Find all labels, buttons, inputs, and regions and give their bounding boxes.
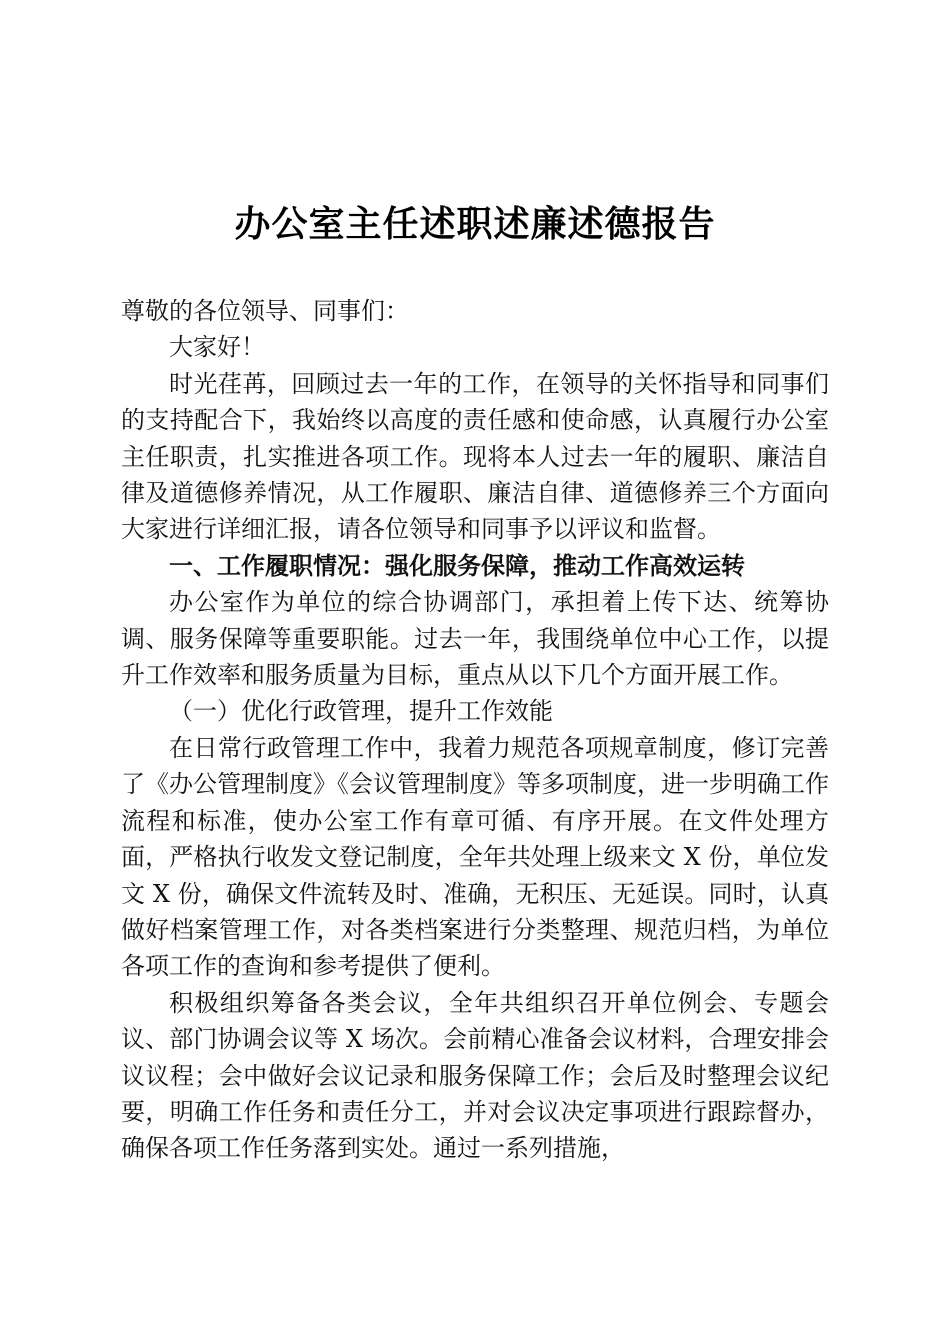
- intro-paragraph: 时光荏苒，回顾过去一年的工作，在领导的关怀指导和同事们的支持配合下，我始终以高度的责任感和使命感，认真履行办公室主任职责，扎实推进各项工作。现将本人过去一年的履职、廉洁自律及道德修养情况，从工作履职、廉洁自律、道德修养三个方面向大家进行详细汇报，请各位领导和同事予以评议和监督。: [121, 369, 829, 544]
- salutation: 尊敬的各位领导、同事们：: [121, 297, 409, 325]
- section-1-intro-paragraph: 办公室作为单位的综合协调部门，承担着上传下达、统筹协调、服务保障等重要职能。过去一年，我围绕单位中心工作，以提升工作效率和服务质量为目标，重点从以下几个方面开展工作。: [121, 588, 829, 690]
- subsection-1-paragraph-1: 在日常行政管理工作中，我着力规范各项规章制度，修订完善了《办公管理制度》《会议管理制度》等多项制度，进一步明确工作流程和标准，使办公室工作有章可循、有序开展。在文件处理方面，严格执行收发文登记制度，全年共处理上级来文 X 份，单位发文 X 份，确保文件流转及时、准确，无积压、无延误。同时，认真做好档案管理工作，对各类档案进行分类整理、规范归档，为单位各项工作的查询和参考提供了便利。: [121, 733, 829, 981]
- section-1-heading: 一、工作履职情况：强化服务保障，推动工作高效运转: [169, 551, 745, 580]
- greeting: 大家好！: [169, 333, 265, 362]
- subsection-1-paragraph-2: 积极组织筹备各类会议，全年共组织召开单位例会、专题会议、部门协调会议等 X 场次。会前精心准备会议材料，合理安排会议议程；会中做好会议记录和服务保障工作；会后及时整理会议纪要，明确工作任务和责任分工，并对会议决定事项进行跟踪督办，确保各项工作任务落到实处。通过一系列措施，: [121, 988, 829, 1163]
- document-title: 办公室主任述职述廉述德报告: [234, 203, 716, 245]
- subsection-1-heading: （一）优化行政管理，提升工作效能: [169, 697, 553, 726]
- document-body: [121, 293, 829, 1167]
